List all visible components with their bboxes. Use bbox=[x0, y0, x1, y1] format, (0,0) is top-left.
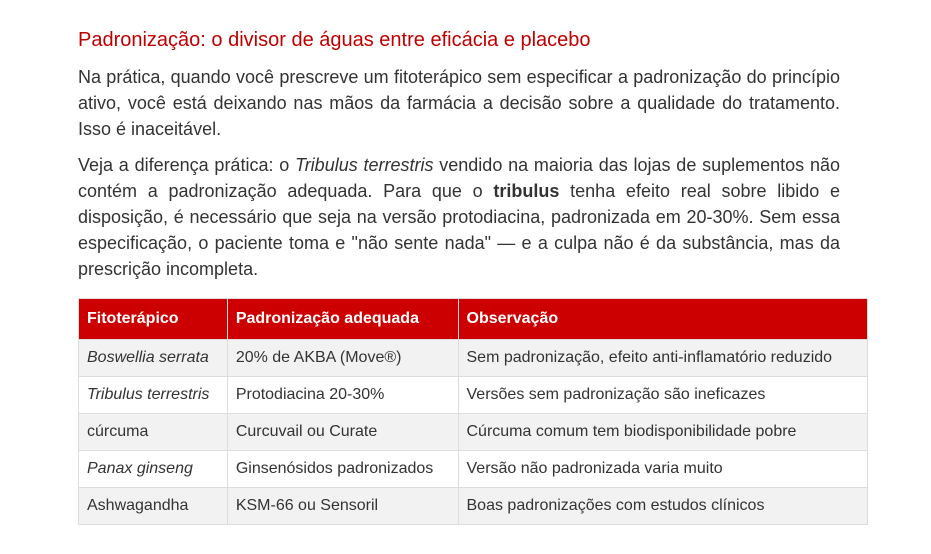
header-observacao: Observação bbox=[458, 299, 868, 340]
table-row bbox=[79, 340, 868, 377]
header-fitoterapico: Fitoterápico bbox=[79, 299, 228, 340]
cell-observacao: Sem padronização, efeito anti-inflamatório reduzido bbox=[458, 340, 868, 377]
cell-padronizacao: 20% de AKBA (Move®) bbox=[227, 340, 458, 377]
cell-fitoterapico: Tribulus terrestris bbox=[79, 377, 228, 414]
cell-observacao: Versões sem padronização são ineficazes bbox=[458, 377, 868, 414]
paragraph-2-bold-term: tribulus bbox=[493, 181, 560, 201]
table-row bbox=[79, 451, 868, 488]
cell-observacao: Cúrcuma comum tem biodisponibilidade pobre bbox=[458, 414, 868, 451]
cell-fitoterapico: cúrcuma bbox=[79, 414, 228, 451]
table-row bbox=[79, 377, 868, 414]
paragraph-2-text-2: vendido na maioria das lojas de suplementos não contém a padronização adequada. Para que o bbox=[78, 155, 840, 201]
paragraph-1: Na prática, quando você prescreve um fitoterápico sem especificar a padronização do princípio ativo, você está deixando nas mãos da farmácia a decisão sobre a qualidade do tratamento. Isso é inaceitável. bbox=[78, 67, 840, 139]
table-row bbox=[79, 488, 868, 525]
paragraph-2-text-3: tenha efeito real sobre libido e disposição, é necessário que seja na versão protodiacina, padronizada em 20-30%. Sem essa especificação, o paciente toma e "não sente nada" — e a culpa não é da substância, mas da prescrição incompleta. bbox=[78, 181, 840, 279]
cell-padronizacao: Curcuvail ou Curate bbox=[227, 414, 458, 451]
cell-observacao: Boas padronizações com estudos clínicos bbox=[458, 488, 868, 525]
paragraph-2-italic-term: Tribulus terrestris bbox=[295, 155, 434, 175]
cell-fitoterapico: Ashwagandha bbox=[79, 488, 228, 525]
section-heading: Padronização: o divisor de águas entre eficácia e placebo bbox=[78, 29, 591, 51]
cell-observacao: Versão não padronizada varia muito bbox=[458, 451, 868, 488]
header-padronizacao: Padronização adequada bbox=[227, 299, 458, 340]
table-header-row bbox=[79, 299, 868, 340]
article-body bbox=[78, 26, 840, 292]
table-row bbox=[79, 414, 868, 451]
cell-padronizacao: KSM-66 ou Sensoril bbox=[227, 488, 458, 525]
cell-padronizacao: Ginsenósidos padronizados bbox=[227, 451, 458, 488]
cell-padronizacao: Protodiacina 20-30% bbox=[227, 377, 458, 414]
cell-fitoterapico: Panax ginseng bbox=[79, 451, 228, 488]
standardization-table bbox=[78, 298, 868, 525]
cell-fitoterapico: Boswellia serrata bbox=[79, 340, 228, 377]
paragraph-2-text-1: Veja a diferença prática: o bbox=[78, 155, 296, 175]
paragraph-2 bbox=[78, 152, 840, 282]
